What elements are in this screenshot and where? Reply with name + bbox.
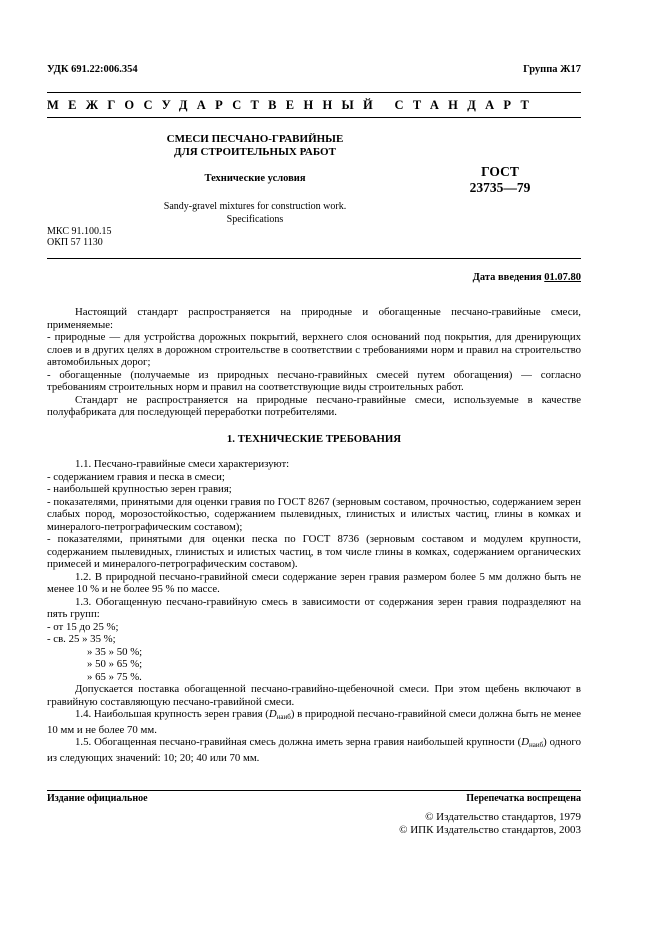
intro-paragraph: Настоящий стандарт распространяется на природные и обогащенные песчано-гравийные смеси, применяемые: <box>47 306 581 331</box>
gost-label: ГОСТ <box>481 164 519 179</box>
effective-date <box>473 272 581 283</box>
classification-codes <box>47 226 111 248</box>
intro-natural: - природные — для устройства дорожных покрытий, верхнего слоя оснований под покрытия, для дренирующих слоев и в других целях в дорожном строительстве в соответствии с требованиями норм и правил на строительство автомобильных дорог; <box>47 331 581 368</box>
interstate-standard-banner: МЕЖГОСУДАРСТВЕННЫЙ СТАНДАРТ <box>47 98 539 112</box>
effective-date-value: 01.07.80 <box>544 272 581 283</box>
d-max-subscript: наиб <box>276 713 291 721</box>
clause-1-4 <box>47 708 581 736</box>
footer-rule <box>47 790 581 791</box>
clause-1-1-item: - наибольшей крупностью зерен гравия; <box>47 483 232 495</box>
d-max-symbol: D <box>268 708 277 720</box>
group-item: » 50 » 65 %; <box>87 658 143 670</box>
clause-1-1-item: - содержанием гравия и песка в смеси; <box>47 470 225 483</box>
english-title <box>135 200 375 226</box>
group-item: - св. 25 » 35 %; <box>47 633 116 645</box>
section-heading: 1. ТЕХНИЧЕСКИЕ ТРЕБОВАНИЯ <box>226 432 402 445</box>
clause-1-4-end: ) в природной песчано-гравийной смеси должна быть не менее 10 мм и не более 70 мм. <box>47 708 582 736</box>
clause-1-2: 1.2. В природной песчано-гравийной смеси содержание зерен гравия размером более 5 мм должно быть не менее 10 % и не более 95 % по массе. <box>47 570 581 595</box>
intro-enriched: - обогащенные (получаемые из природных песчано-гравийных смесей путем обогащения) — согласно требованиям строительных норм и правил на соответствующие виды строительных работ. <box>47 368 581 393</box>
intro-exclusion: Стандарт не распространяется на природные песчано-гравийные смеси, используемые в качестве полуфабриката для последующей переработки потребителями. <box>47 393 581 418</box>
english-title-line-2: Specifications <box>226 214 284 225</box>
group-item: » 35 » 50 %; <box>87 645 143 658</box>
clause-1-4-start: 1.4. Наибольшая крупность зерен гравия ( <box>75 708 269 720</box>
document-body <box>47 306 581 764</box>
clause-1-5 <box>47 736 581 764</box>
top-rule <box>47 92 581 93</box>
clause-1-3: 1.3. Обогащенную песчано-гравийную смесь в зависимости от содержания зерен гравия подразделяют на пять групп: <box>47 595 581 620</box>
udk-code: УДК 691.22:006.354 <box>47 64 138 75</box>
d-max-symbol: D <box>521 736 529 748</box>
copyright-1979: © Издательство стандартов, 1979 <box>425 811 581 823</box>
group-item: » 65 » 75 %. <box>87 670 142 683</box>
english-title-line-1: Sandy-gravel mixtures for construction work. <box>163 201 347 212</box>
clause-1-5-end: ) одного из следующих значений: 10; 20; 40 или 70 мм. <box>47 736 581 764</box>
gost-designation <box>450 164 550 196</box>
document-title <box>135 133 375 159</box>
mks-code: МКС 91.100.15 <box>47 226 112 237</box>
banner-rule <box>47 117 581 118</box>
okp-code: ОКП 57 1130 <box>47 237 103 248</box>
document-subtitle: Технические условия <box>204 173 306 184</box>
title-line-2: ДЛЯ СТРОИТЕЛЬНЫХ РАБОТ <box>174 146 336 158</box>
copyright-block <box>399 811 581 837</box>
codes-rule <box>47 258 581 259</box>
official-edition: Издание официальное <box>47 793 148 804</box>
gost-number: 23735—79 <box>469 180 531 195</box>
clause-1-1: 1.1. Песчано-гравийные смеси характеризуют: <box>75 458 290 470</box>
reprint-prohibited: Перепечатка воспрещена <box>466 793 581 804</box>
clause-1-3-note: Допускается поставка обогащенной песчано-гравийно-щебеночной смеси. При этом щебень включают в гравийную составляющую песчано-гравийной смеси. <box>47 683 581 708</box>
d-max-subscript: наиб <box>529 741 544 749</box>
clause-1-1-item: - показателями, принятыми для оценки гравия по ГОСТ 8267 (зерновым составом, прочностью, содержанием зерен слабых пород, морозостойкостью, содержанием пылевидных, глинистых и илистых частиц, глины в комках и минералого-петрографическим составом); <box>47 495 581 533</box>
clause-1-5-start: 1.5. Обогащенная песчано-гравийная смесь должна иметь зерна гравия наибольшей крупности ( <box>75 736 522 748</box>
group-code: Группа Ж17 <box>523 64 581 75</box>
clause-1-1-item: - показателями, принятыми для оценки песка по ГОСТ 8736 (зерновым составом и модулем крупности, содержанием пылевидных, глинистых и илистых частиц, в том числе глины в комках, содержанием органических примесей и минералого-петрографическим составом). <box>47 533 581 570</box>
group-item: - от 15 до 25 %; <box>47 620 119 633</box>
title-line-1: СМЕСИ ПЕСЧАНО-ГРАВИЙНЫЕ <box>166 133 344 145</box>
copyright-2003: © ИПК Издательство стандартов, 2003 <box>399 824 581 836</box>
effective-date-label: Дата введения <box>472 272 542 283</box>
